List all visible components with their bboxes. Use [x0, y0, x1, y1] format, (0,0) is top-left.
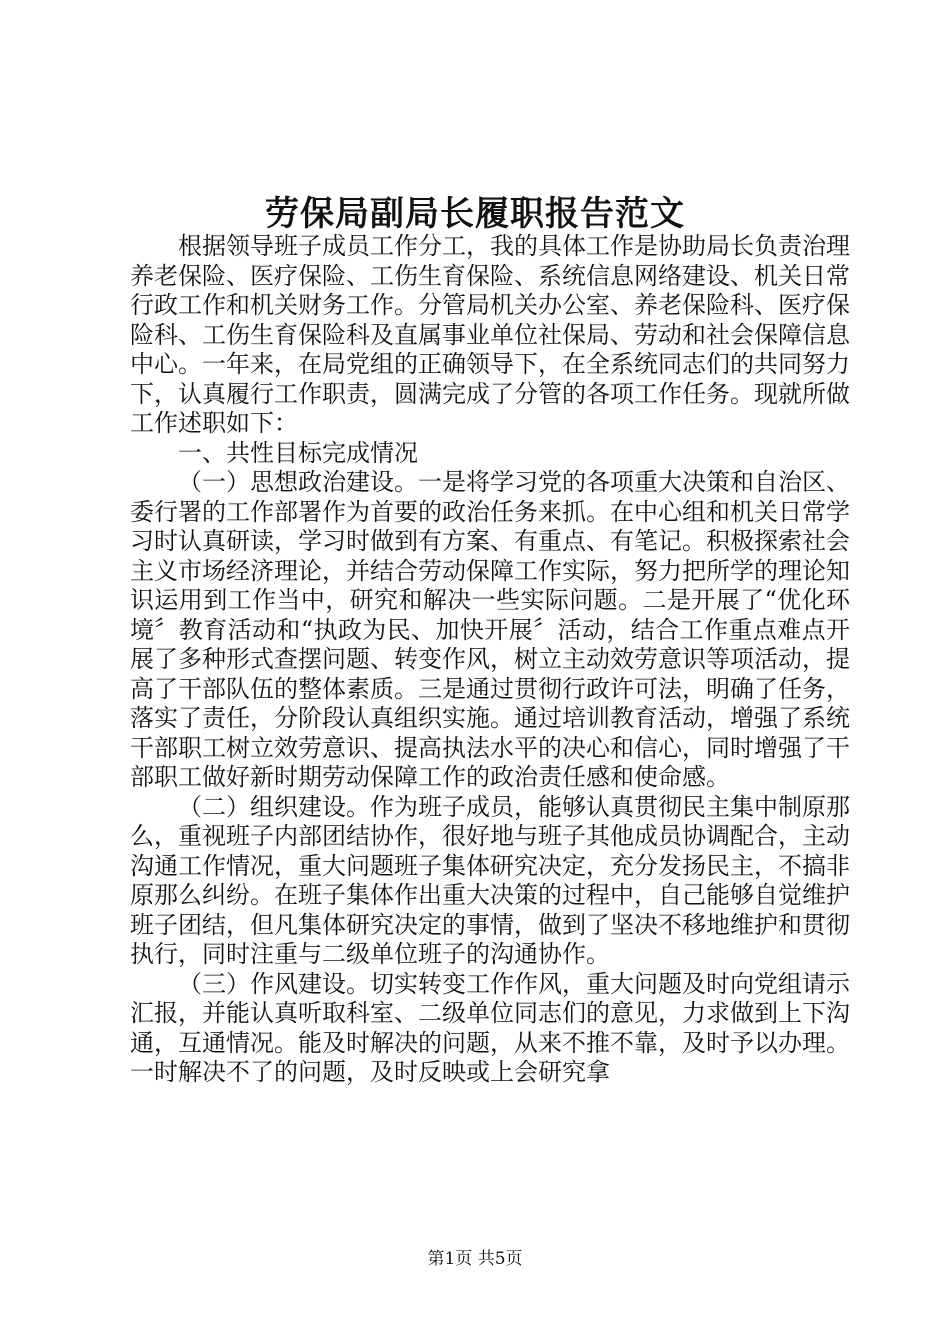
section-heading: 一、共性目标完成情况	[178, 438, 418, 467]
paragraph-political: （一）思想政治建设。一是将学习党的各项重大决策和自治区、委行署的工作部署作为首要的政治任务来抓。在中心组和机关日常学习时认真研读，学习时做到有方案、有重点、有笔记。积极探索社会主义市场经济理论，并结合劳动保障工作实际，努力把所学的理论知识运用到工作当中，研究和解决一些实际问题。二是开展了“优化环境〞教育活动和“执政为民、加快开展〞活动，结合工作重点难点开展了多种形式查摆问题、转变作风，树立主动效劳意识等项活动，提高了干部队伍的整体素质。三是通过贯彻行政许可法，明确了任务，落实了责任，分阶段认真组织实施。通过培训教育活动，增强了系统干部职工树立效劳意识、提高执法水平的决心和信心，同时增强了干部职工做好新时期劳动保障工作的政治责任感和使命感。	[130, 468, 850, 791]
paragraph-organization: （二）组织建设。作为班子成员，能够认真贯彻民主集中制原那么，重视班子内部团结协作，很好地与班子其他成员协调配合，主动沟通工作情况，重大问题班子集体研究决定，充分发扬民主，不搞非原那么纠纷。在班子集体作出重大决策的过程中，自己能够自觉维护班子团结，但凡集体研究决定的事情，做到了坚决不移地维护和贯彻执行，同时注重与二级单位班子的沟通协作。	[130, 792, 850, 968]
document-body	[130, 232, 850, 1088]
paragraph-style: （三）作风建设。切实转变工作作风，重大问题及时向党组请示汇报，并能认真听取科室、二级单位同志们的意见，力求做到上下沟通，互通情况。能及时解决的问题，从来不推不靠，及时予以办理。一时解决不了的问题，及时反映或上会研究拿	[130, 969, 850, 1086]
paragraph-intro: 根据领导班子成员工作分工，我的具体工作是协助局长负责治理养老保险、医疗保险、工伤生育保险、系统信息网络建设、机关日常行政工作和机关财务工作。分管局机关办公室、养老保险科、医疗保险科、工伤生育保险科及直属事业单位社保局、劳动和社会保障信息中心。一年来，在局党组的正确领导下，在全系统同志们的共同努力下，认真履行工作职责，圆满完成了分管的各项工作任务。现就所做工作述职如下：	[130, 232, 850, 437]
page-footer: 第1页 共5页	[427, 1249, 523, 1269]
page-title: 劳保局副局长履职报告范文	[265, 194, 685, 234]
